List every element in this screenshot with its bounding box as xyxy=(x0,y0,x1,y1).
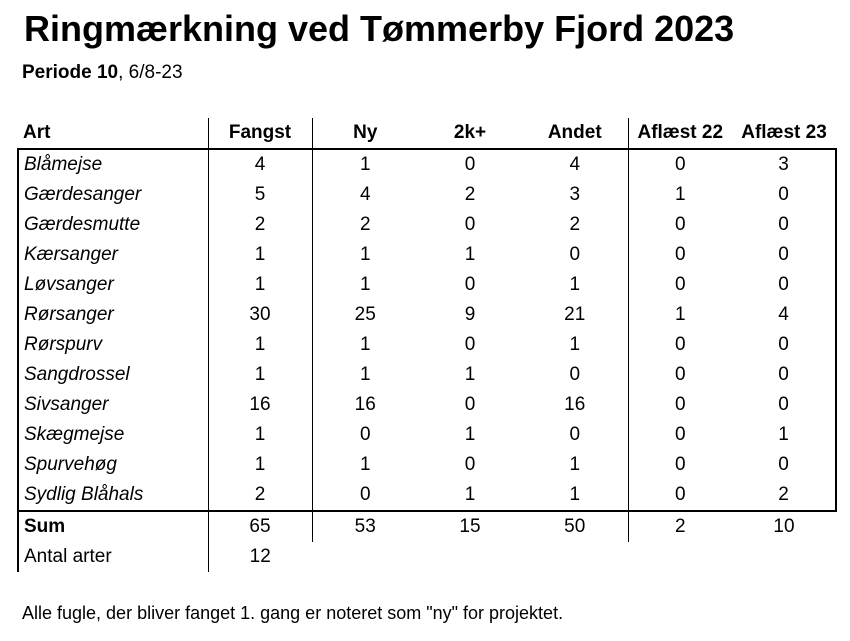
cell-aflaest-23: 0 xyxy=(732,450,836,480)
species-name: Rørspurv xyxy=(18,330,208,360)
sum-aflaest-22: 2 xyxy=(628,511,732,542)
species-name: Sivsanger xyxy=(18,390,208,420)
cell-aflaest-23: 3 xyxy=(732,149,836,180)
table-row xyxy=(18,390,836,420)
cell-andet: 1 xyxy=(569,274,581,295)
cell-andet: 2 xyxy=(569,214,581,235)
cell-andet: 3 xyxy=(569,184,581,205)
table-row xyxy=(18,240,836,270)
table-row xyxy=(18,450,836,480)
species-count-value: 12 xyxy=(208,542,312,572)
table-row xyxy=(18,480,836,511)
sum-label: Sum xyxy=(18,511,208,542)
species-name: Blåmejse xyxy=(18,149,208,180)
cell-aflaest-22: 0 xyxy=(628,390,732,420)
cell-ny: 1 xyxy=(312,450,418,480)
cell-2kplus: 0 xyxy=(464,334,476,355)
cell-ny: 1 xyxy=(312,240,418,270)
cell-fangst: 1 xyxy=(208,240,312,270)
cell-aflaest-23: 0 xyxy=(732,240,836,270)
species-name: Sangdrossel xyxy=(18,360,208,390)
cell-fangst: 30 xyxy=(208,300,312,330)
species-name: Sydlig Blåhals xyxy=(18,480,208,511)
table-row xyxy=(18,300,836,330)
page-title: Ringmærkning ved Tømmerby Fjord 2023 xyxy=(24,8,735,49)
cell-aflaest-22: 0 xyxy=(628,420,732,450)
cell-ny: 0 xyxy=(312,480,418,511)
empty-cell xyxy=(312,542,418,572)
cell-ny: 1 xyxy=(312,270,418,300)
cell-andet: 4 xyxy=(569,154,581,175)
table-row xyxy=(18,420,836,450)
cell-aflaest-22: 1 xyxy=(628,180,732,210)
cell-fangst: 2 xyxy=(208,480,312,511)
cell-fangst: 1 xyxy=(208,420,312,450)
footnote: Alle fugle, der bliver fanget 1. gang er noteret som "ny" for projektet. xyxy=(22,603,564,623)
cell-aflaest-22: 0 xyxy=(628,480,732,511)
cell-fangst: 16 xyxy=(208,390,312,420)
species-name: Gærdesmutte xyxy=(18,210,208,240)
period-label: Periode 10 xyxy=(22,62,119,83)
cell-2kplus: 1 xyxy=(464,424,476,445)
empty-cell xyxy=(628,542,732,572)
sum-2kplus: 15 xyxy=(418,511,522,542)
cell-ny: 1 xyxy=(312,360,418,390)
column-header-fangst: Fangst xyxy=(208,118,312,149)
column-header-art: Art xyxy=(18,118,208,149)
cell-2kplus: 1 xyxy=(464,364,476,385)
cell-aflaest-22: 0 xyxy=(628,360,732,390)
sum-andet: 50 xyxy=(522,511,628,542)
cell-aflaest-23: 2 xyxy=(732,480,836,511)
cell-andet: 1 xyxy=(522,480,628,511)
cell-andet: 1 xyxy=(569,334,581,355)
sum-aflaest-23: 10 xyxy=(732,511,836,542)
cell-aflaest-23: 0 xyxy=(732,360,836,390)
cell-andet: 0 xyxy=(569,364,581,385)
cell-fangst: 1 xyxy=(208,450,312,480)
ringing-table xyxy=(17,118,837,572)
cell-aflaest-23: 0 xyxy=(732,180,836,210)
species-name: Gærdesanger xyxy=(18,180,208,210)
cell-fangst: 1 xyxy=(208,330,312,360)
cell-aflaest-23: 0 xyxy=(732,210,836,240)
cell-2kplus: 0 xyxy=(464,214,476,235)
table-row xyxy=(18,360,836,390)
species-name: Løvsanger xyxy=(18,270,208,300)
cell-andet: 1 xyxy=(569,454,581,475)
table-header-row xyxy=(18,118,836,149)
table-row xyxy=(18,270,836,300)
cell-aflaest-22: 0 xyxy=(628,149,732,180)
empty-cell xyxy=(418,542,522,572)
cell-2kplus: 1 xyxy=(418,480,522,511)
cell-aflaest-23: 4 xyxy=(732,300,836,330)
cell-andet: 16 xyxy=(564,394,586,415)
cell-aflaest-23: 0 xyxy=(732,330,836,360)
species-name: Spurvehøg xyxy=(18,450,208,480)
cell-ny: 0 xyxy=(312,420,418,450)
cell-2kplus: 1 xyxy=(464,244,476,265)
species-count-row xyxy=(18,542,836,572)
cell-aflaest-22: 0 xyxy=(628,270,732,300)
table-row xyxy=(18,210,836,240)
cell-aflaest-22: 0 xyxy=(628,330,732,360)
cell-aflaest-23: 0 xyxy=(732,390,836,420)
table-row xyxy=(18,180,836,210)
species-count-label: Antal arter xyxy=(18,542,208,572)
cell-fangst: 4 xyxy=(208,149,312,180)
cell-fangst: 2 xyxy=(208,210,312,240)
cell-2kplus: 2 xyxy=(464,184,476,205)
period-subtitle xyxy=(22,62,183,84)
cell-fangst: 5 xyxy=(208,180,312,210)
sum-fangst: 65 xyxy=(208,511,312,542)
species-name: Rørsanger xyxy=(18,300,208,330)
table-row xyxy=(18,330,836,360)
sum-row xyxy=(18,511,836,542)
empty-cell xyxy=(522,542,628,572)
column-header-ny: Ny xyxy=(312,118,418,149)
column-header-andet: Andet xyxy=(522,118,628,149)
cell-andet: 0 xyxy=(569,244,581,265)
column-header-aflaest-22: Aflæst 22 xyxy=(628,118,732,149)
cell-2kplus: 0 xyxy=(464,274,476,295)
cell-aflaest-23: 1 xyxy=(732,420,836,450)
sum-ny: 53 xyxy=(312,511,418,542)
cell-2kplus: 0 xyxy=(464,454,476,475)
table-row xyxy=(18,149,836,180)
species-name: Skægmejse xyxy=(18,420,208,450)
period-date: , 6/8-23 xyxy=(118,62,183,83)
cell-2kplus: 0 xyxy=(464,154,476,175)
cell-fangst: 1 xyxy=(208,360,312,390)
cell-ny: 16 xyxy=(312,390,418,420)
cell-2kplus: 0 xyxy=(464,394,476,415)
empty-cell xyxy=(732,542,836,572)
cell-aflaest-23: 0 xyxy=(732,270,836,300)
cell-aflaest-22: 0 xyxy=(628,240,732,270)
cell-andet: 0 xyxy=(569,424,581,445)
cell-aflaest-22: 1 xyxy=(628,300,732,330)
cell-2kplus: 9 xyxy=(464,304,476,325)
cell-andet: 21 xyxy=(564,304,586,325)
cell-ny: 2 xyxy=(312,210,418,240)
column-header-2kplus: 2k+ xyxy=(418,118,522,149)
cell-ny: 1 xyxy=(312,149,418,180)
cell-aflaest-22: 0 xyxy=(628,450,732,480)
cell-ny: 1 xyxy=(312,330,418,360)
cell-ny: 25 xyxy=(312,300,418,330)
cell-fangst: 1 xyxy=(208,270,312,300)
column-header-aflaest-23: Aflæst 23 xyxy=(732,118,836,149)
species-name: Kærsanger xyxy=(18,240,208,270)
cell-aflaest-22: 0 xyxy=(628,210,732,240)
cell-ny: 4 xyxy=(312,180,418,210)
